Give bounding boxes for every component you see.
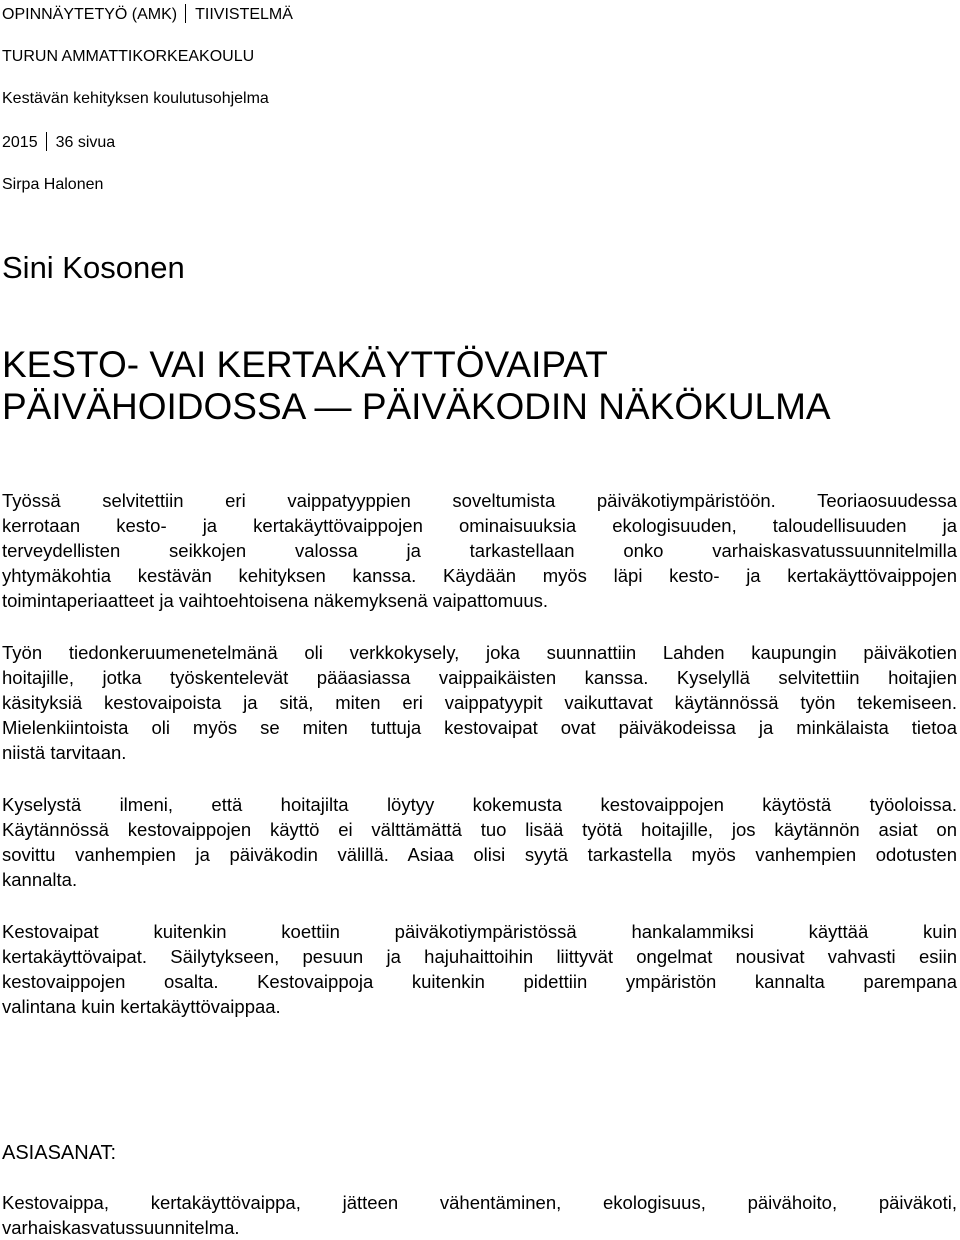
- text-line: terveydellisten seikkojen valossa ja tarkastellaan onko varhaiskasvatussuunnitelmilla: [2, 540, 957, 561]
- text-line: sovittu vanhempien ja päiväkodin välillä. Asiaa olisi syytä tarkastella myös vanhempien odotusten: [2, 844, 957, 865]
- text-line: kannalta.: [2, 869, 78, 890]
- page-count: 36 sivua: [55, 134, 116, 151]
- text-line: yhtymäkohtia kestävän kehityksen kanssa. Käydään myös läpi kesto- ja kertakäyttövaippojen: [2, 565, 957, 586]
- abstract-paragraph-1: [2, 488, 957, 613]
- text-line: kertakäyttövaipat. Säilytykseen, pesuun ja hajuhaittoihin liittyvät ongelmat nousivat vahvasti esiin: [2, 946, 957, 967]
- title-line-2: PÄIVÄHOIDOSSA — PÄIVÄKODIN NÄKÖKULMA: [2, 386, 831, 427]
- document-subtype: TIIVISTELMÄ: [195, 6, 293, 23]
- separator: [185, 4, 186, 23]
- year: 2015: [2, 134, 38, 151]
- text-line: Käytännössä kestovaippojen käyttö ei välttämättä tuo lisää työtä hoitajille, jos käytännön asiat on: [2, 819, 957, 840]
- text-line: Työn tiedonkeruumenetelmänä oli verkkokysely, joka suunnattiin Lahden kaupungin päiväkotien: [2, 642, 957, 663]
- thesis-title: [2, 344, 831, 428]
- abstract-paragraph-4: [2, 919, 957, 1019]
- text-line: kerrotaan kesto- ja kertakäyttövaippojen ominaisuuksia ekologisuuden, taloudellisuuden ja: [2, 515, 957, 536]
- text-line: valintana kuin kertakäyttövaippaa.: [2, 996, 281, 1017]
- document-type-line: [2, 4, 293, 25]
- year-pages-line: [2, 132, 115, 153]
- text-line: Työssä selvitettiin eri vaippatyyppien soveltumista päiväkotiympäristöön. Teoriaosuudessa: [2, 490, 957, 511]
- keywords-label: ASIASANAT:: [2, 1142, 117, 1164]
- separator: [46, 132, 47, 151]
- keywords-list: [2, 1190, 957, 1240]
- text-line: niistä tarvitaan.: [2, 742, 127, 763]
- text-line: käsityksiä kestovaipoista ja sitä, miten eri vaippatyypit vaikuttavat käytännössä työn tekemiseen.: [2, 692, 957, 713]
- title-line-1: KESTO- VAI KERTAKÄYTTÖVAIPAT: [2, 344, 608, 385]
- abstract-paragraph-2: [2, 640, 957, 765]
- text-line: kestovaippojen osalta. Kestovaippoja kuitenkin pidettiin ympäristön kannalta parempana: [2, 971, 957, 992]
- text-line: toimintaperiaatteet ja vaihtoehtoisena näkemyksenä vaipattomuus.: [2, 590, 549, 611]
- abstract-paragraph-3: [2, 792, 957, 892]
- document-type: OPINNÄYTETYÖ (AMK): [2, 6, 178, 23]
- author-name: Sini Kosonen: [2, 250, 185, 285]
- text-line: hoitajille, jotka työskentelevät pääasiassa vaippaikäisten kanssa. Kyselyllä selvitettiin hoitajien: [2, 667, 957, 688]
- text-line: Kyselystä ilmeni, että hoitajilta löytyy kokemusta kestovaippojen käytöstä työoloissa.: [2, 794, 957, 815]
- text-line: varhaiskasvatussuunnitelma.: [2, 1217, 240, 1238]
- text-line: Kestovaippa, kertakäyttövaippa, jätteen vähentäminen, ekologisuus, päivähoito, päiväkoti,: [2, 1192, 957, 1213]
- institution: TURUN AMMATTIKORKEAKOULU: [2, 48, 255, 65]
- text-line: Mielenkiintoista oli myös se miten tuttuja kestovaipat ovat päiväkodeissa ja minkälaista tietoa: [2, 717, 957, 738]
- degree-programme: Kestävän kehityksen koulutusohjelma: [2, 90, 269, 107]
- text-line: Kestovaipat kuitenkin koettiin päiväkotiympäristössä hankalammiksi käyttää kuin: [2, 921, 957, 942]
- supervisor: Sirpa Halonen: [2, 176, 104, 193]
